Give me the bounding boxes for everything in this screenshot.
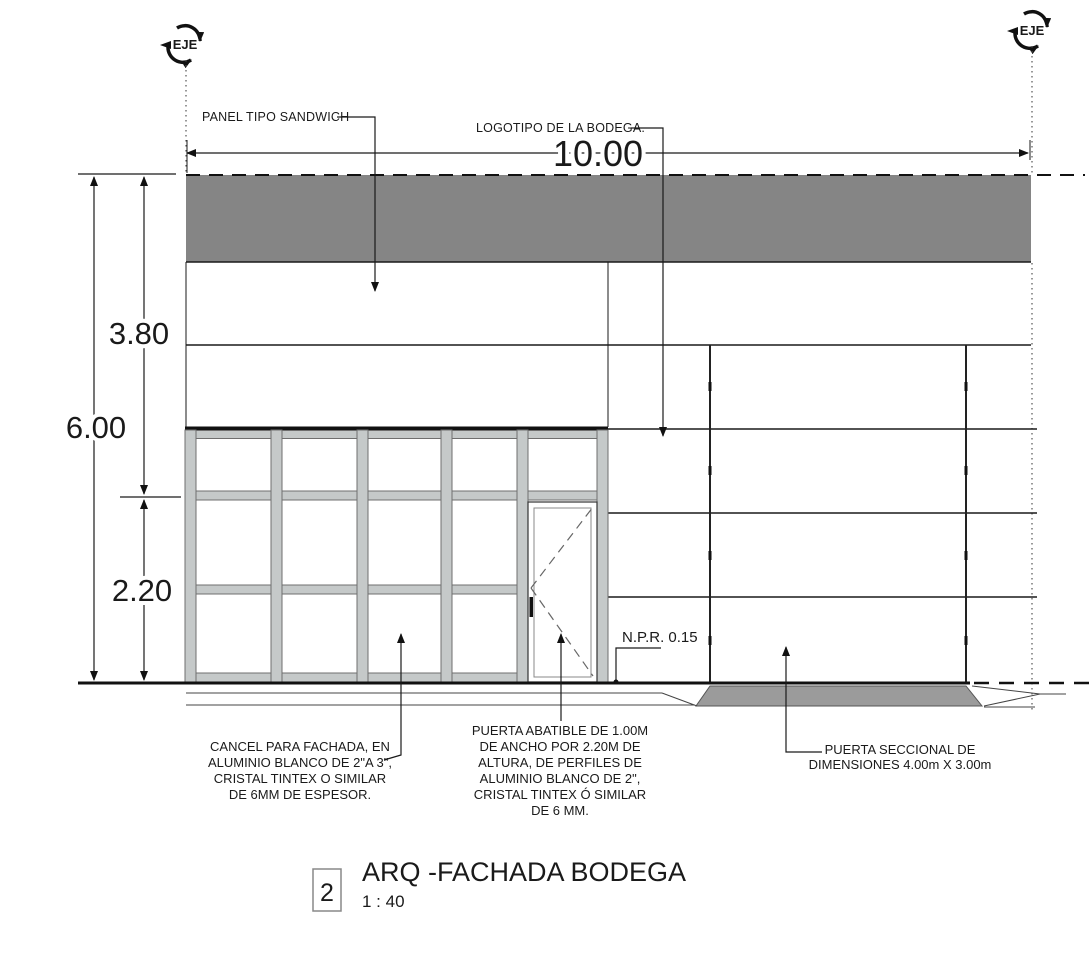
- dimension-value-upper-height: 3.80: [108, 316, 170, 351]
- swing-door: [528, 502, 597, 682]
- axis-arrow-icon: [1007, 27, 1018, 35]
- mullion-vertical-6: [597, 430, 608, 683]
- mullion-horizontal-bottom: [186, 673, 518, 682]
- note-cancel: [208, 634, 401, 802]
- callout-npr: [614, 629, 698, 685]
- mullion-vertical-3: [357, 430, 368, 683]
- mullion-vertical-5: [517, 430, 528, 683]
- note-line: PUERTA ABATIBLE DE 1.00M: [471, 723, 649, 738]
- npr-leader-dot: [614, 680, 619, 685]
- driveway-ramp: [696, 686, 982, 706]
- note-line: CRISTAL TINTEX Ó SIMILAR: [473, 787, 647, 802]
- npr-label: N.P.R. 0.15: [622, 629, 698, 646]
- note-line: ALUMINIO BLANCO DE 2"A 3",: [207, 755, 393, 770]
- view-scale: 1 : 40: [362, 892, 405, 911]
- note-line: CANCEL PARA FACHADA, EN: [210, 739, 390, 754]
- grid-head-bar: [185, 427, 608, 431]
- dimension-heights: [66, 174, 181, 680]
- dimension-width: [187, 133, 1030, 174]
- note-line: DE 6MM DE ESPESOR.: [228, 787, 372, 802]
- axis-arrow-icon: [160, 41, 171, 49]
- sandwich-panel-band: [186, 175, 1031, 262]
- note-line: ALUMINIO BLANCO DE 2",: [479, 771, 641, 786]
- swing-door-frame: [528, 502, 597, 682]
- mullion-vertical-4: [441, 430, 452, 683]
- note-line: DIMENSIONES 4.00m X 3.00m: [808, 757, 992, 772]
- sidewalk-diagonal-left: [662, 693, 697, 706]
- mullion-vertical-2: [271, 430, 282, 683]
- sheet-number: 2: [320, 879, 334, 907]
- axis-label-left: EJE: [172, 37, 198, 52]
- mullion-horizontal-top: [186, 431, 607, 439]
- note-line: ALTURA, DE PERFILES DE: [478, 755, 642, 770]
- mullion-horizontal-mid1: [186, 491, 607, 500]
- mullion-vertical-1: [185, 430, 196, 683]
- axis-marker-right: [1007, 12, 1047, 710]
- note-line: CRISTAL TINTEX O SIMILAR: [213, 771, 387, 786]
- view-title-block: [313, 857, 686, 911]
- npr-leader-line: [616, 648, 661, 682]
- window-wall-grid: [185, 427, 608, 684]
- door-handle: [530, 597, 534, 617]
- dimension-value-lower-height: 2.20: [111, 573, 173, 608]
- dimension-value-total-height: 6.00: [65, 410, 127, 445]
- panel-label: PANEL TIPO SANDWICH: [202, 110, 350, 124]
- sidewalk-diagonal-right-1: [972, 686, 1040, 694]
- mullion-horizontal-mid2: [186, 585, 518, 594]
- note-line: DE ANCHO POR 2.20M DE: [479, 739, 641, 754]
- note-sectional-door: [786, 647, 991, 772]
- logo-label: LOGOTIPO DE LA BODEGA.: [476, 121, 646, 135]
- note-line: PUERTA SECCIONAL DE: [824, 742, 976, 757]
- axis-label-right: EJE: [1019, 23, 1045, 38]
- note-line: DE 6 MM.: [531, 803, 589, 818]
- view-title: ARQ -FACHADA BODEGA: [362, 857, 687, 887]
- dimension-value-total-width: 10.00: [552, 133, 644, 174]
- ground: [78, 683, 1091, 707]
